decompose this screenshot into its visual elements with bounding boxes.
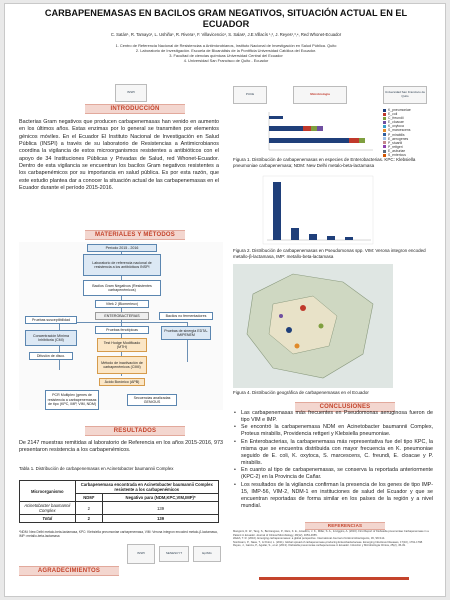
methods-flowchart <box>19 242 223 410</box>
legend-label: P_mirabilis <box>388 132 405 137</box>
figure1-chart <box>233 108 379 156</box>
poster-title: CARBAPENEMASAS EN BACILOS GRAM NEGATIVOS, SITUACIÓN ACTUAL EN EL ECUADOR <box>44 8 408 29</box>
map-marker <box>295 344 300 349</box>
conclusion-item: • En Enterobacterias, la carbapenemasa más representativa fue del tipo KPC, la misma que se encuentra distribuida con mayor frecuencia en K. pneumoniae seguido de E. coli, K. oxytoca, S. marcescens, C. freundi, E. cloacae y P. mirabilis. <box>233 439 433 468</box>
figure1-bar <box>269 138 349 143</box>
flow-sinergia: Pruebas de sinergia EDTA-IMIPENEM <box>161 326 211 340</box>
flow-secuencias: Secuencias analizadas GENIOUS <box>127 394 177 406</box>
map-marker <box>319 324 324 329</box>
legend-swatch <box>383 133 386 136</box>
table-cell: Acinetobacter baumannii Complex <box>20 502 76 515</box>
legend-label: C_freundii <box>388 116 404 121</box>
institution-logos <box>233 86 433 106</box>
table-cell: 139 <box>103 515 219 523</box>
legend-swatch <box>383 129 386 132</box>
table-cell: 2 <box>75 515 103 523</box>
reference-item: Mangioni, R. W., Tang, S., Bertrangous, P., Ram, K. E., Anselbro, J. K., Miller, S. A., & Higgins, A. (2016). First Report of Klebsiella pneumoniae Carbapenemase in a Patient in Ecuador. Journal of Clinical Microbiology, 48(12), 4653-4655. <box>233 530 429 537</box>
flow-apb: Ácido Borónico (APB) <box>99 378 145 386</box>
poster <box>4 3 446 597</box>
flow-vitek: Vitek 2 (Biomerieux) <box>95 300 149 308</box>
affiliation-line: 3. Facultad de ciencias químicas Universidad Central del Ecuador <box>169 53 283 59</box>
flow-difusion-disco: Difusión de disco. <box>29 352 73 360</box>
legend-label: E_cloacae <box>388 120 404 125</box>
legend-label: S_marcescens <box>388 128 411 133</box>
figure1-bar <box>359 138 365 143</box>
affiliation-line: 4. Universidad San Francisco de Quito - Ecuador <box>183 58 269 64</box>
flow-bacilos: Bacilos Gram Negativos (Resistentes carbapenémicos) <box>83 280 161 296</box>
reference-item: Nordmann, P., Naas, T., & Poirel, L. (2011). Global spread of carbapenemase-producing Enterobacteriaceae. Emerging Infectious Diseases, 17(10), 1791-1798. <box>233 540 423 544</box>
legend-swatch <box>383 137 386 140</box>
flow-lab: Laboratorio de referencia nacional de resistencia a los antibióticos INSPI <box>83 254 161 276</box>
table-cell: 2 <box>75 502 103 515</box>
sponsor-logos <box>127 544 223 574</box>
map-marker <box>300 305 306 311</box>
figure3-caption: Figura 4. Distribución geográfica de carbapenemasas en el Ecuador <box>233 390 369 395</box>
flow-no-fermentadores: Bacilos no fermentadores <box>159 312 213 320</box>
conclusion-item: • Los resultados de la vigilancia confirman la presencia de los genes de tipo IMP-15, IMP-56, VIM-2, NDM-1 en instituciones de salud del Ecuador y que se encuentran reportadas de forma similar en los países de la región y a nivel mundial. <box>233 482 433 511</box>
figure1-bar <box>303 126 311 131</box>
conclusion-item: • Se encontró la carbapenemasa NDM en Acinetobacter baumannii Complex, Proteus mirabilis, Providencia rettgeri y Klebsiella pneumoniae. <box>233 424 433 438</box>
figure2-bar <box>327 236 335 240</box>
affiliation-line: 1. Centro de Referencia Nacional de Resistencias a Antimicrobianos, Instituto Nacional de Investigación en Salud Pública. Quito <box>115 43 337 48</box>
footer-band <box>259 577 409 580</box>
conclusions-list <box>233 410 433 510</box>
flow-period: Período 2015 - 2016 <box>87 244 157 252</box>
legend-swatch <box>383 141 386 144</box>
reference-item: Walsh, T. R. (2010). Emerging carbapenemases: a global perspective. International Journal of Antimicrobial Agents, 36, S8-S14. <box>233 537 386 540</box>
table-footnote: *NDM: New Delhi metalo-beta-lactamasa, KPC: Klebsiella pneumoniae carbapenemasa, VIM: Verona integron encoded metalo-β-lactamasa, IMP: metallo-beta-lactamasa <box>19 530 218 538</box>
map-marker <box>279 314 283 318</box>
institution-logo: Microbiología <box>293 86 347 104</box>
legend-label: K_oxytoca <box>388 124 404 129</box>
flow-fenotipicas: Pruebas fenotípicas <box>95 326 149 334</box>
figure1-bar <box>349 138 359 143</box>
legend-label: E_coli <box>388 112 398 117</box>
figure2-bar <box>291 228 299 240</box>
table-row <box>20 515 219 523</box>
figure2-bar <box>345 237 353 240</box>
affiliations <box>19 43 433 63</box>
figure1-bar <box>269 116 283 119</box>
section-banner-references: REFERENCIAS <box>305 522 385 530</box>
figure1-caption: Figura 1. Distribución de carbapenemasas en especies de Enterobacterias. KPC: Klebsiella pneumoniae carbapenemasa; NDM: New Delhi metalo-beta-lactamasa <box>233 157 416 168</box>
map-marker <box>286 327 292 333</box>
conclusion-item: • En cuanto al tipo de carbapenemasas, se conserva la reportada anteriormente (KPC-2) en la Provincia de Cañar. <box>233 467 433 481</box>
figure2-caption: Figura 2. Distribución de carbapenemasas en Pseudomonas spp. VIM: Verona integron encoded metallo-β-lactamasa, IMP: metallo-beta-lactamasa <box>233 248 426 259</box>
flow-connector <box>59 322 187 323</box>
figure2-chart <box>233 174 433 248</box>
section-banner-conclusions: CONCLUSIONES <box>295 402 395 412</box>
table-row <box>20 502 219 515</box>
section-banner-acknowledgements: AGRADECIMIENTOS <box>19 566 119 576</box>
author-list: C. Satán¹, R. Tamayo¹, L. Ushiña¹, R. Rivera¹, F. Villavicencio¹, S. Salas¹, J.E.Villacís ¹,², J. Reyes¹,³,⁴, Red Whonet-Ecuador <box>110 32 342 37</box>
section-banner-results: RESULTADOS <box>85 426 185 436</box>
flow-pcr: PCR Multiplex (genes de resistencia a carbapenemasas de tipo (KPC, IMP, VIM, NDM) <box>45 390 99 410</box>
figure3-map <box>233 264 393 388</box>
figure2-bar <box>273 182 281 240</box>
figure1-bar <box>317 126 323 131</box>
table-header: Carbapenemasa encontrada en Acinetobacter baumannii Complex resistente a los carbapenémicos <box>75 481 218 494</box>
legend-label: S_entericus <box>388 153 406 158</box>
affiliation-line: 2. Laboratorio de Investigación. Escuela de Bioanálisis de la Pontificia Universidad Católica del Ecuador. <box>135 48 317 54</box>
table-cell: 139 <box>103 502 219 515</box>
institution-logo: PUCE <box>233 86 267 104</box>
legend-label: E_aerogenes <box>388 136 409 141</box>
conclusion-item: • Las carbapenemasas más frecuentes en Pseudomonas aeruginosa fueron de tipo VIM e IMP. <box>233 410 433 424</box>
figure1-plot-area <box>233 108 379 156</box>
figure2-bar <box>309 234 317 240</box>
table-caption: Tabla 1. Distribución de carbapenemasas en Acinetobacter baumannii Complex <box>19 466 174 471</box>
flow-cmi: Concentración Mínima Inhibitoria (CMI) <box>25 330 77 346</box>
institution-logo: Universidad San Francisco de Quito <box>383 86 427 104</box>
sponsor-logo: EpiSIG <box>193 546 221 562</box>
legend-label: P_stuartii <box>388 140 403 145</box>
sponsor-logo: INSPI <box>127 544 155 564</box>
table-header: Negativo para (NDM,KPC,VIM,IMP)* <box>103 494 219 502</box>
conclusions <box>233 410 433 510</box>
inspi-logo: INSPI <box>115 84 147 102</box>
table-cell: Total <box>20 515 76 523</box>
figure1-bar <box>269 126 303 131</box>
table-header: NDM* <box>75 494 103 502</box>
flow-hodge: Test Hodge Modificado (MTH) <box>97 338 147 352</box>
flow-enterobacterias: ENTEROBACTERIAS <box>95 312 149 320</box>
legend-label: P_rettgeri <box>388 144 403 149</box>
sponsor-logo: SENESCYT <box>159 546 189 562</box>
table-header: Microorganismo <box>20 481 76 502</box>
reference-item: Reyes, J., García, P., Aguilar, S., et al. (2013). Klebsiella pneumoniae carbapenemase in Ecuador. Infección y Microbiología Clínica, 25(2), 45-49. <box>233 544 406 547</box>
intro-text: Bacterias Gram negativos que producen carbapenemasas han venido en aumento en los últimos años. Estas enzimas por lo general se transmiten por elementos génicos móviles. En el Ecuador El Instituto Nacional de Investigación en Salud Pública (INSPI) a través de su laboratorio de Resistencias a Antimicrobianos coordina la vigilancia de estos microorganismos resistentes a antibióticos con el apoyo de 34 Instituciones Públicas y Privadas de Salud, red Whonet-Ecuador. Dentro de esta vigilancia se encuentran los bacilos Gram negativos resistentes a los carbapenémicos por su importancia en salud pública. Es por esta razón, que este estudio plantea dar a conocer la situación actual de las carbapenemasas en el Ecuador durante el período 2015-2016. <box>19 119 219 192</box>
results-text: De 2147 muestras remitidas al laboratorio de Referencia en los años 2015-2016, 973 presentaron resistencia a los carbapenémicos. <box>19 440 223 454</box>
section-banner-methods: MATERIALES Y MÉTODOS <box>85 230 185 240</box>
section-banner-intro: INTRODUCCIÓN <box>85 104 185 114</box>
carbapenemase-table <box>19 480 219 523</box>
flow-inactivacion: Método de inactivación de carbapenémicos (CIMI) <box>97 356 147 374</box>
figure1-bar <box>311 126 317 131</box>
legend-label: K_pneumoniae <box>388 108 411 112</box>
references <box>233 530 433 582</box>
legend-label: E_asburiae <box>388 148 406 153</box>
flow-susceptibilidad: Pruebas susceptibilidad <box>25 316 77 324</box>
poster-header <box>5 4 446 77</box>
figure1-legend <box>383 108 435 157</box>
